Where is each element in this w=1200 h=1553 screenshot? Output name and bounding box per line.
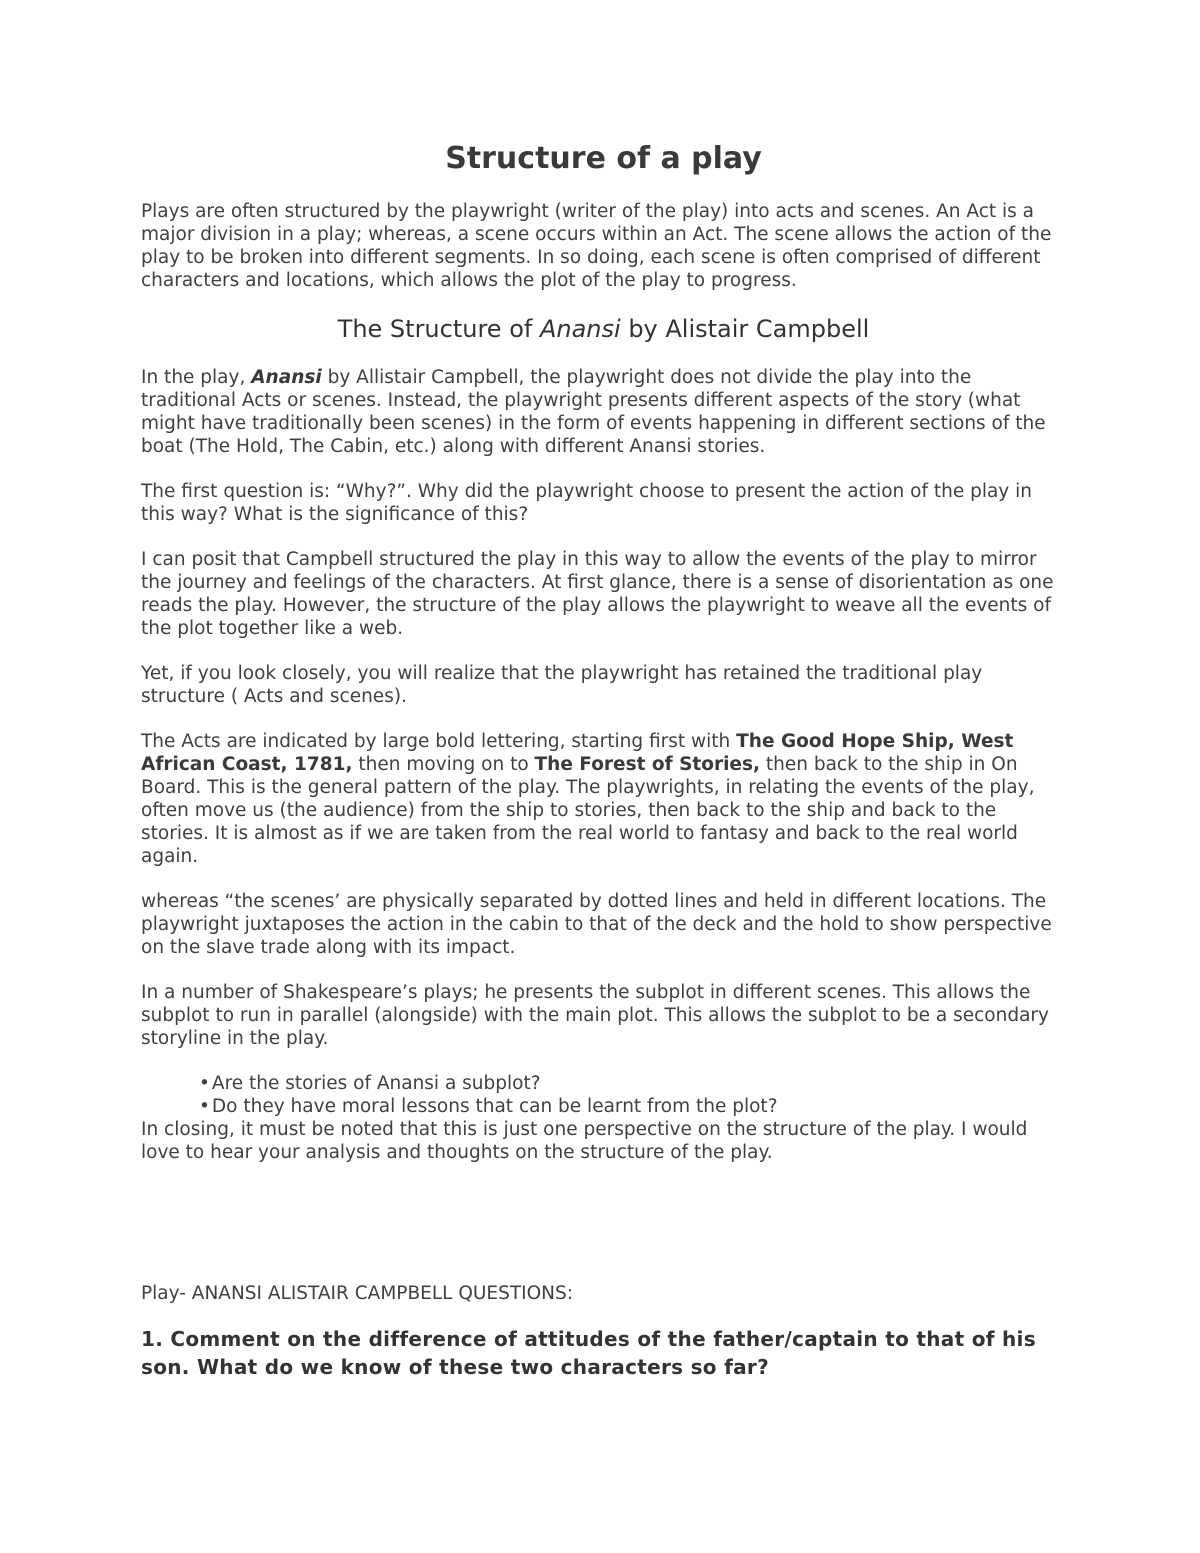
subtitle-italic: Anansi [539,315,621,343]
paragraph-posit: I can posit that Campbell structured the play in this way to allow the events of the play to mirror the journey and feelings of the characters. At first glance, there is a sense of disorientation as one reads the play. However, the structure of the play allows the playwright to weave all the events of the plot together like a web. [141,549,1054,639]
paragraph-shakespeare: In a number of Shakespeare’s plays; he presents the subplot in different scenes. This allows the subplot to run in parallel (alongside) with the main plot. This allows the subplot to be a secondary storyline in the play. [141,982,1049,1049]
question-1: 1. Comment on the difference of attitudes of the father/captain to that of his son. What do we know of these two characters so far? [141,1327,1036,1379]
page-title: Structure of a play [445,141,762,176]
list-item: • Are the stories of Anansi a subplot? [199,1072,1066,1095]
para1-suffix: by Allistair Campbell, the playwright does not divide the play into the traditional Acts or scenes. Instead, the playwright presents different aspects of the story (what might have traditionally been scenes) in the form of events happening in different sections of the boat (The Hold, The Cabin, etc.) along with different Anansi stories. [141,367,1046,457]
para1-anansi: Anansi [251,367,322,388]
paragraph-first-question: The first question is: “Why?”. Why did the playwright choose to present the action of the play in this way? What is the significance of this? [141,481,1032,525]
intro-paragraph: Plays are often structured by the playwright (writer of the play) into acts and scenes. An Act is a major division in a play; whereas, a scene occurs within an Act. The scene allows the action of the play to be broken into different segments. In so doing, each scene is often comprised of different characters and locations, which allows the plot of the play to progress. [141,201,1052,291]
paragraph-traditional-structure: Yet, if you look closely, you will realize that the playwright has retained the traditional play structure ( Acts and scenes). [141,663,983,707]
para5-part1: The Acts are indicated by large bold lettering, starting first with [141,731,737,752]
list-item: • Do they have moral lessons that can be learnt from the plot? [199,1095,1066,1118]
para1-prefix: In the play, [141,367,252,388]
section-subtitle [141,314,1066,344]
para5-part2: then moving on to [352,754,535,775]
para5-bold2: The Forest of Stories, [534,754,760,775]
subtitle-prefix: The Structure of [337,315,540,343]
para5-bold1: The Good Hope Ship, West African Coast, 1781, [141,731,1014,775]
paragraph-acts [141,730,1066,868]
paragraph-scenes: whereas “the scenes’ are physically separated by dotted lines and held in different locations. The playwright juxtaposes the action in the cabin to that of the deck and the hold to show perspective on the slave trade along with its impact. [141,891,1052,958]
subtitle-suffix: by Alistair Campbell [620,315,870,343]
question-bullet-list [141,1072,1066,1118]
paragraph-closing: In closing, it must be noted that this is just one perspective on the structure of the play. I would love to hear your analysis and thoughts on the structure of the play. [141,1119,1028,1163]
paragraph-play-structure [141,366,1066,458]
para5-part3: then back to the ship in On Board. This is the general pattern of the play. The playwrights, in relating the events of the play, often move us (the audience) from the ship to stories, then back to the ship and back to the stories. It is almost as if we are taken from the real world to fantasy and back to the real world again. [141,754,1035,867]
questions-heading: Play- ANANSI ALISTAIR CAMPBELL QUESTIONS: [141,1283,573,1304]
document-content [141,138,1066,1381]
